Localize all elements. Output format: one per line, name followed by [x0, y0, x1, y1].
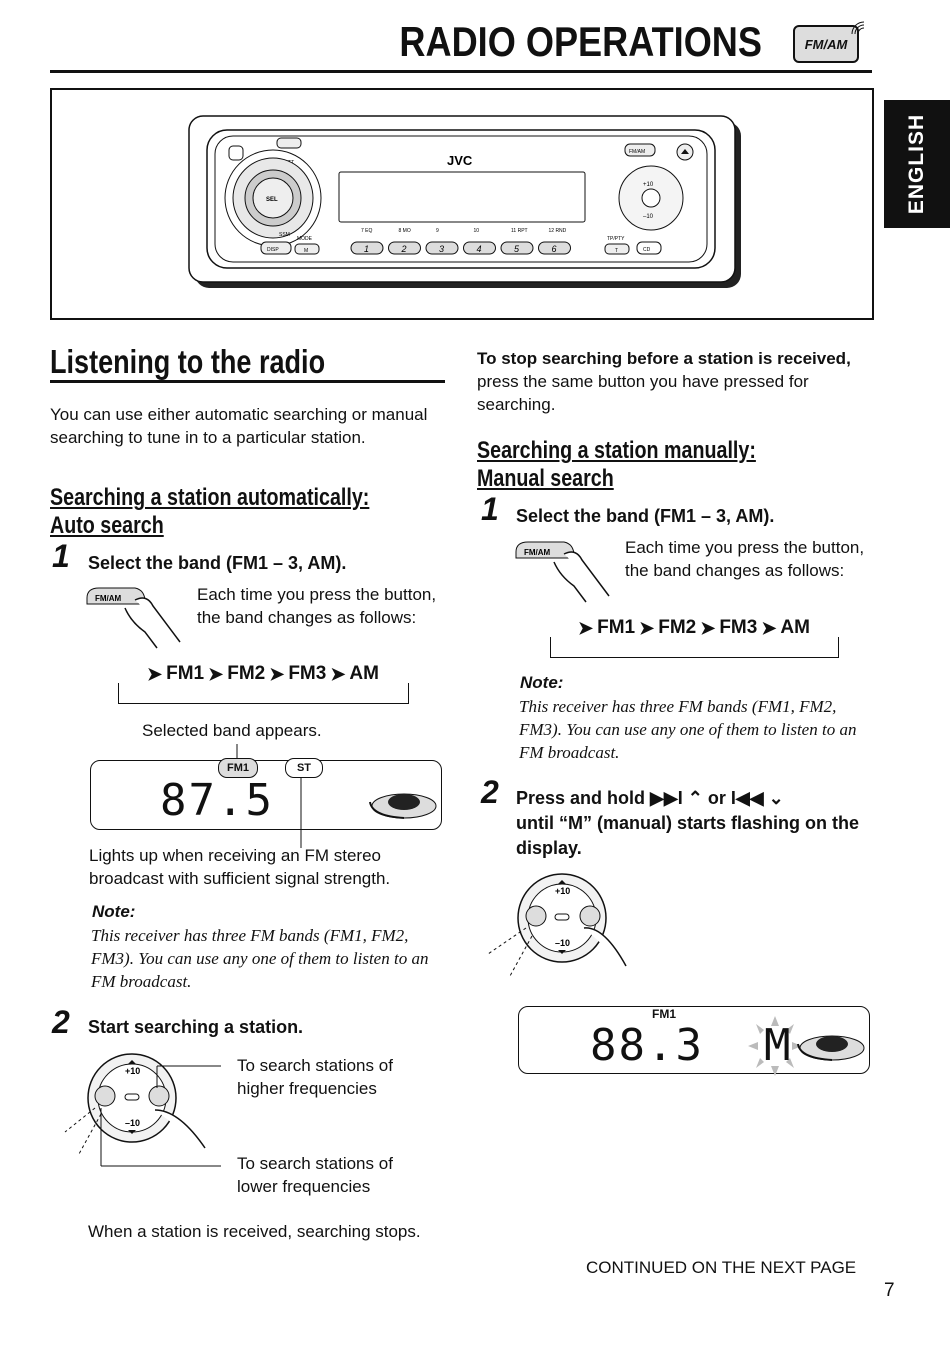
stop-search-rest: press the same button you have pressed for searching.	[477, 372, 809, 414]
numeric-label: 12 RND	[548, 228, 567, 234]
numeric-label: 7 EQ	[361, 228, 373, 234]
band-fm2: FM2	[658, 617, 697, 638]
plus10-label: +10	[643, 182, 654, 188]
minus10-label: –10	[643, 214, 654, 220]
language-tab: ENGLISH	[884, 100, 950, 228]
title-rule	[50, 70, 872, 73]
seek-button-press-icon	[484, 870, 634, 980]
radio-waves-icon	[848, 16, 874, 36]
ssm-label: SSM	[279, 232, 290, 238]
numeric-label: 8 MO	[398, 228, 411, 234]
step-number: 1	[481, 491, 499, 527]
band-change-text: Each time you press the button, the band changes as follows:	[625, 538, 865, 580]
fmam-button-press-icon	[85, 582, 190, 654]
svg-text:+10: +10	[555, 886, 571, 896]
preset-button-label: 6	[551, 244, 557, 254]
fm1-indicator: FM1	[218, 758, 258, 778]
preset-button-label: 2	[401, 244, 407, 254]
disc-animation-icon	[368, 786, 438, 822]
down-arrow-icon: ⌄	[768, 788, 784, 808]
section-heading-rule	[50, 380, 445, 383]
lower-freq-caption: To search stations of lower frequencies	[237, 1154, 393, 1196]
numeric-label: 9	[436, 228, 439, 234]
band-am: AM	[349, 663, 379, 684]
stereo-indicator: ST	[285, 758, 323, 778]
fmam-label: FM/AM	[629, 149, 646, 155]
preset-button-label: 5	[514, 244, 520, 254]
page-title: RADIO OPERATIONS	[399, 18, 762, 65]
band-am: AM	[780, 617, 810, 638]
svg-text:+10: +10	[125, 1066, 141, 1076]
sel-label: SEL	[266, 197, 278, 203]
prev-track-icon: I◀◀	[730, 788, 764, 808]
preset-button-label: 4	[476, 244, 482, 254]
cd-label: CD	[643, 247, 651, 253]
next-track-icon: ▶▶I	[650, 788, 683, 808]
step-number: 2	[52, 1004, 70, 1040]
numeric-label: 11 RPT	[511, 228, 528, 234]
fm1-indicator: FM1	[652, 1007, 676, 1021]
step-text: Press and hold ▶▶I ⌃ or I◀◀ ⌄ until “M” (manual) starts flashing on the display.	[516, 788, 860, 858]
t-label: T	[615, 248, 619, 254]
band-sequence-loop	[550, 637, 839, 658]
manual-search-heading-2: Manual search	[477, 465, 614, 492]
disc-animation-icon	[796, 1028, 866, 1066]
note-text: This receiver has three FM bands (FM1, FM2, FM3). You can use any one of them to listen to an FM broadcast.	[519, 697, 857, 762]
car-receiver-panel	[185, 112, 745, 292]
stereo-caption: Lights up when receiving an FM stereo broadcast with sufficient signal strength.	[89, 846, 391, 888]
fmam-button-press-icon	[514, 536, 619, 608]
band-fm3: FM3	[288, 663, 327, 684]
preset-button-label: 3	[439, 244, 445, 254]
step-text: Start searching a station.	[88, 1017, 304, 1037]
numeric-label: 10	[473, 228, 480, 234]
preset-button-label: 1	[364, 244, 370, 254]
stop-search-text	[477, 347, 857, 416]
m-label: M	[304, 248, 309, 254]
stop-search-bold: To stop searching before a station is received,	[477, 349, 851, 368]
seek-button-press-icon	[55, 1050, 225, 1170]
step-number: 1	[52, 538, 70, 574]
band-fm3: FM3	[719, 617, 758, 638]
band-sequence: ➤ FM1 ➤ FM2 ➤ FM3 ➤ AM	[578, 617, 810, 638]
up-arrow-icon: ⌃	[687, 788, 703, 808]
frequency-readout: 88.3	[590, 1020, 704, 1071]
section-heading: Listening to the radio	[50, 343, 326, 380]
continued-notice: CONTINUED ON THE NEXT PAGE	[586, 1258, 857, 1277]
auto-search-heading-1: Searching a station automatically:	[50, 484, 370, 511]
manual-search-heading-1: Searching a station manually:	[477, 437, 756, 464]
brand-logo: JVC	[447, 153, 473, 168]
band-sequence: ➤ FM1 ➤ FM2 ➤ FM3 ➤ AM	[147, 663, 379, 684]
note-text: This receiver has three FM bands (FM1, FM2, FM3). You can use any one of them to listen to an FM broadcast.	[91, 926, 429, 991]
svg-text:FM/AM: FM/AM	[524, 548, 551, 557]
step-text: Select the band (FM1 – 3, AM).	[88, 553, 347, 573]
band-change-text: Each time you press the button, the band changes as follows:	[197, 585, 437, 627]
auto-search-heading-2: Auto search	[50, 512, 164, 539]
intro-text: You can use either automatic searching or manual searching to tune in to a particular station.	[50, 405, 428, 447]
disp-label: DISP	[267, 247, 279, 253]
manual-mode-indicator: M	[764, 1020, 793, 1071]
band-fm1: FM1	[166, 663, 205, 684]
frequency-readout: 87.5	[160, 775, 274, 826]
note-heading: Note:	[520, 673, 564, 692]
svg-text:–10: –10	[125, 1118, 141, 1128]
svg-text:–10: –10	[555, 938, 571, 948]
band-fm2: FM2	[227, 663, 266, 684]
page-number: 7	[884, 1280, 895, 1301]
higher-freq-caption: To search stations of higher frequencies	[237, 1056, 393, 1098]
selected-band-caption: Selected band appears.	[142, 721, 322, 740]
step-text: Select the band (FM1 – 3, AM).	[516, 506, 775, 526]
station-received-caption: When a station is received, searching stops.	[88, 1222, 421, 1241]
band-sequence-loop	[118, 683, 409, 704]
band-fm1: FM1	[597, 617, 636, 638]
fm-am-badge-icon: FM/AM	[793, 25, 859, 63]
svg-text:FM/AM: FM/AM	[95, 594, 122, 603]
step-number: 2	[481, 774, 499, 810]
note-heading: Note:	[92, 902, 136, 921]
mode-label: MODE	[297, 236, 312, 242]
tp-pty-label: TP/PTY	[607, 236, 625, 242]
